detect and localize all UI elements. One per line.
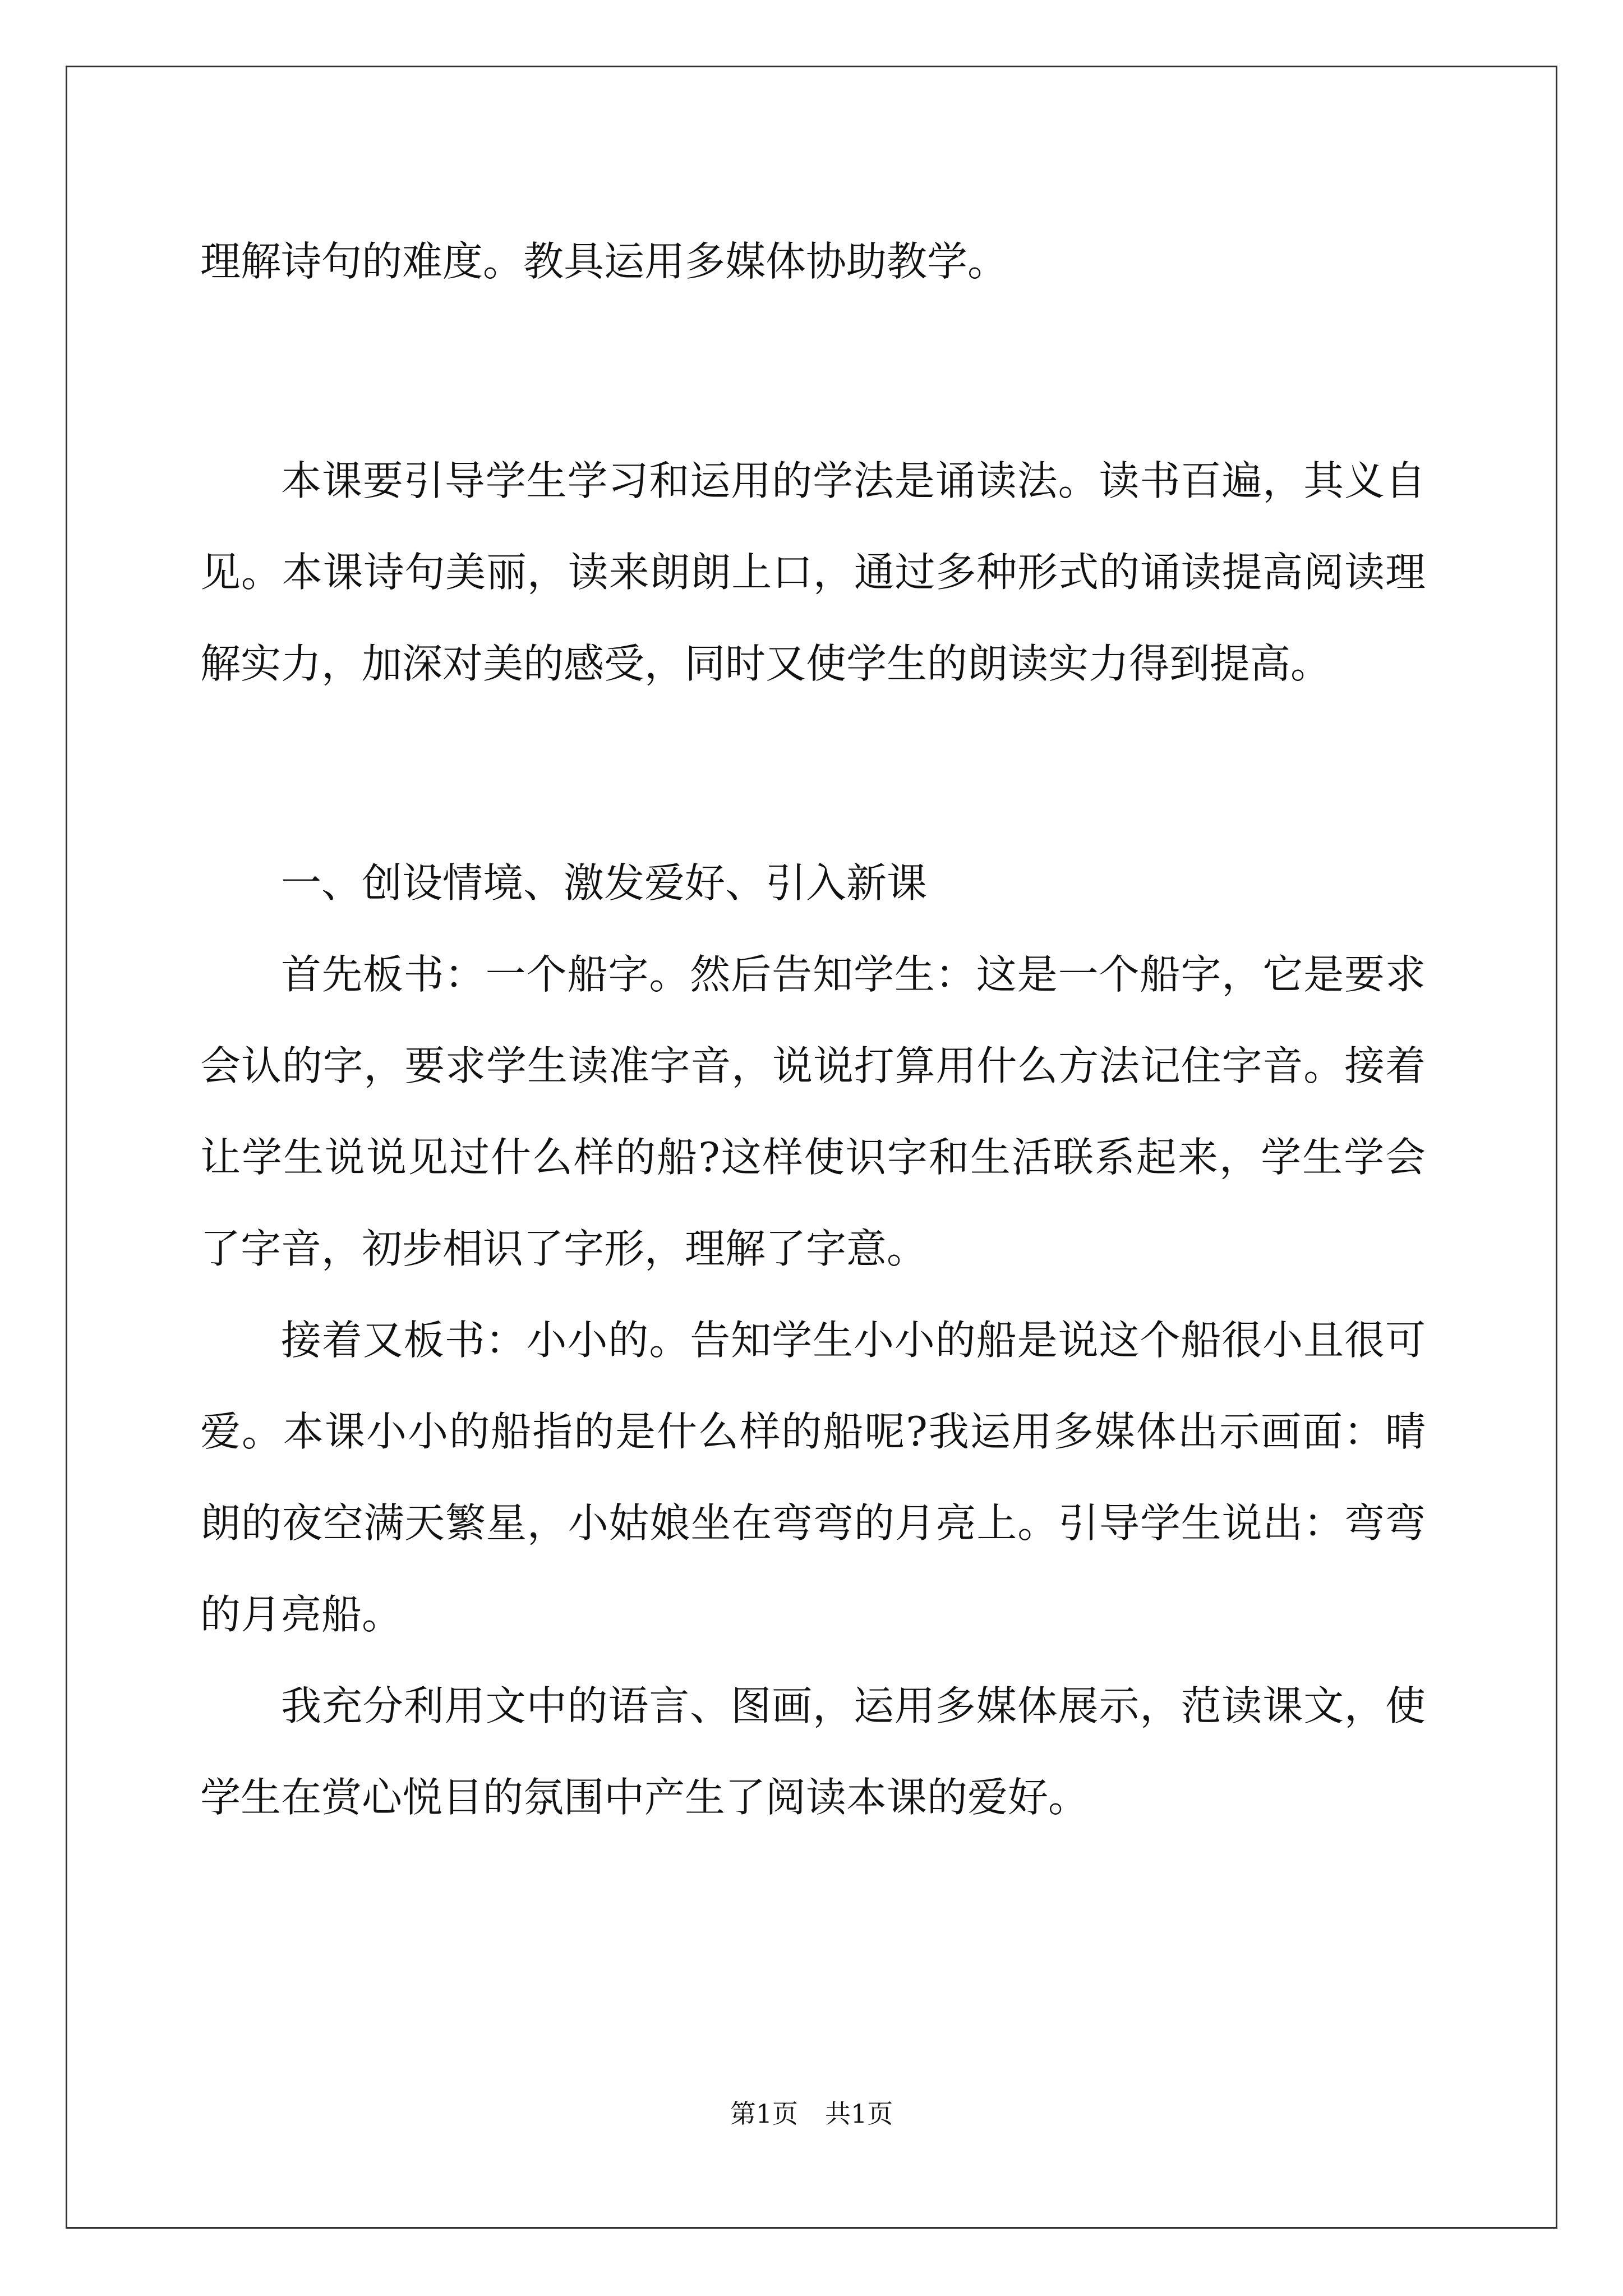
- paragraph-1: 理解诗句的难度。教具运用多媒体协助教学。: [200, 238, 1008, 285]
- paragraph-5: 我充分利用文中的语言、图画，运用多媒体展示，范读课文，使学生在赏心悦目的氛围中产生了阅读本课的爱好。: [200, 1682, 1426, 1821]
- page-footer: [0, 2093, 1623, 2131]
- section-heading: 一、创设情境、激发爱好、引入新课: [281, 859, 928, 907]
- paragraph-2: 本课要引导学生学习和运用的学法是诵读法。读书百遍，其义自见。本课诗句美丽，读来朗朗上口，通过多种形式的诵读提高阅读理解实力，加深对美的感受，同时又使学生的朗读实力得到提高。: [200, 457, 1426, 687]
- paragraph-3: 首先板书：一个船字。然后告知学生：这是一个船字，它是要求会认的字，要求学生读准字音，说说打算用什么方法记住字音。接着让学生说说见过什么样的船?这样使识字和生活联系起来，学生学会了字音，初步相识了字形，理解了字意。: [200, 951, 1426, 1272]
- document-body: [200, 216, 1426, 1843]
- paragraph-4: 接着又板书：小小的。告知学生小小的船是说这个船很小且很可爱。本课小小的船指的是什么样的船呢?我运用多媒体出示画面：晴朗的夜空满天繁星，小姑娘坐在弯弯的月亮上。引导学生说出：弯弯的月亮船。: [200, 1317, 1426, 1638]
- page-number-current: 第1页: [730, 2099, 798, 2129]
- page-number-total: 共1页: [825, 2099, 893, 2129]
